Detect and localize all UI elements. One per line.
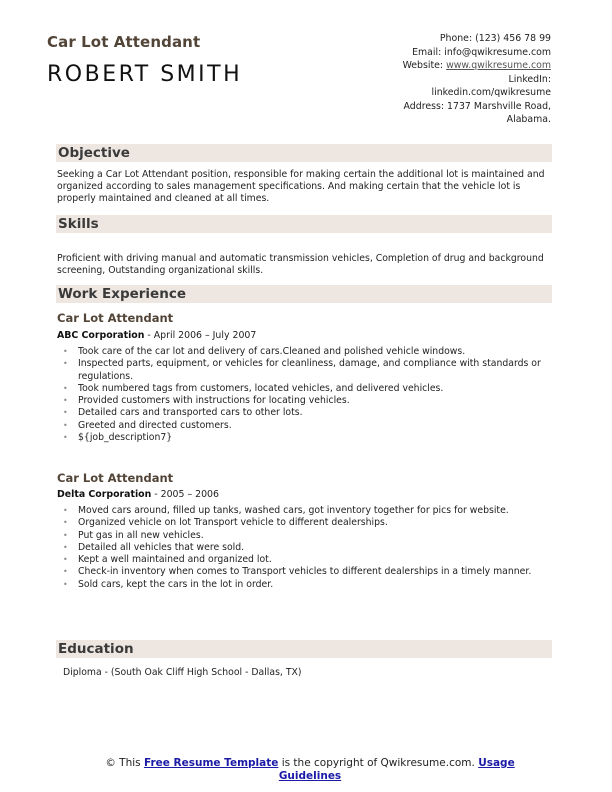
- section-title: Work Experience: [58, 286, 186, 302]
- contact-phone: [311, 32, 551, 46]
- work-experience-section-header: [56, 285, 552, 303]
- contact-email: [311, 46, 551, 60]
- list-item: • Put gas in all new vehicles.: [57, 530, 547, 542]
- education-text: Diploma - (South Oak Cliff High School - Dallas, TX): [63, 667, 302, 678]
- skills-text: Proficient with driving manual and automatic transmission vehicles, Completion of drug and background screening, Outstanding organizational skills.: [57, 253, 544, 277]
- list-item: • Moved cars around, filled up tanks, washed cars, got inventory together for pics for website.: [57, 505, 547, 517]
- contact-block: [311, 32, 551, 127]
- list-item: • Detailed cars and transported cars to other lots.: [57, 407, 547, 419]
- contact-website: [311, 59, 551, 73]
- usage-guidelines-link[interactable]: Usage Guidelines: [278, 757, 515, 782]
- job-1-company-line: [57, 330, 256, 341]
- free-resume-template-link[interactable]: Free Resume Template: [143, 757, 279, 769]
- website-link[interactable]: www.qwikresume.com: [446, 60, 551, 71]
- address-label: Address:: [403, 100, 445, 112]
- phone-value: (123) 456 78 99: [475, 33, 551, 44]
- job-2-company-line: [57, 489, 219, 500]
- job-2-dates: - 2005 – 2006: [151, 489, 219, 500]
- candidate-name: ROBERT SMITH: [47, 62, 243, 87]
- section-title: Skills: [58, 216, 99, 232]
- phone-label: Phone:: [439, 33, 473, 44]
- contact-address: [311, 100, 551, 114]
- job-2-bullets: [57, 505, 547, 591]
- section-title: Objective: [58, 145, 130, 161]
- list-item: • Kept a well maintained and organized lot.: [57, 554, 547, 566]
- job-1-dates: - April 2006 – July 2007: [144, 330, 257, 341]
- list-item: • Check-in inventory when comes to Transport vehicles to different dealerships in a timely manner.: [57, 566, 547, 578]
- list-item: • Sold cars, kept the cars in the lot in order.: [57, 579, 547, 591]
- list-item: • Inspected parts, equipment, or vehicles for cleanliness, damage, and compliance with standards or regulations.: [57, 358, 547, 383]
- list-item: • Took care of the car lot and delivery of cars.Cleaned and polished vehicle windows.: [57, 346, 547, 358]
- email-label: Email:: [412, 46, 442, 58]
- education-section-header: [56, 640, 552, 658]
- section-title: Education: [58, 641, 134, 657]
- list-item: • Detailed all vehicles that were sold.: [57, 542, 547, 554]
- address-line2: Alabama.: [506, 114, 551, 125]
- linkedin-value: linkedin.com/qwikresume: [431, 87, 551, 98]
- list-item: • Greeted and directed customers.: [57, 420, 547, 432]
- objective-section-header: [56, 144, 552, 162]
- job-2-title: Car Lot Attendant: [57, 471, 174, 485]
- list-item: • Provided customers with instructions for locating vehicles.: [57, 395, 547, 407]
- list-item: • Organized vehicle on lot Transport vehicle to different dealerships.: [57, 517, 547, 529]
- copyright-footer: [80, 757, 540, 783]
- footer-prefix: © This: [105, 757, 144, 769]
- email-value: info@qwikresume.com: [444, 46, 551, 58]
- objective-text: Seeking a Car Lot Attendant position, responsible for making certain the additional lot is maintained and organized according to sales management specifications. And making certain that the vehicle lot is properly maintained and cleaned at all times.: [57, 169, 545, 205]
- address-line1: 1737 Marshville Road,: [447, 100, 551, 112]
- footer-middle: is the copyright of Qwikresume.com.: [278, 757, 479, 769]
- job-title: Car Lot Attendant: [47, 33, 201, 51]
- job-1-title: Car Lot Attendant: [57, 311, 174, 325]
- linkedin-label: LinkedIn:: [508, 73, 551, 85]
- job-1-bullets: [57, 346, 547, 444]
- list-item: • ${job_description7}: [57, 432, 547, 444]
- skills-section-header: [56, 215, 552, 233]
- job-2-company: Delta Corporation: [57, 489, 152, 500]
- list-item: • Took numbered tags from customers, located vehicles, and delivered vehicles.: [57, 383, 547, 395]
- website-label: Website:: [402, 60, 444, 71]
- job-1-company: ABC Corporation: [57, 330, 145, 341]
